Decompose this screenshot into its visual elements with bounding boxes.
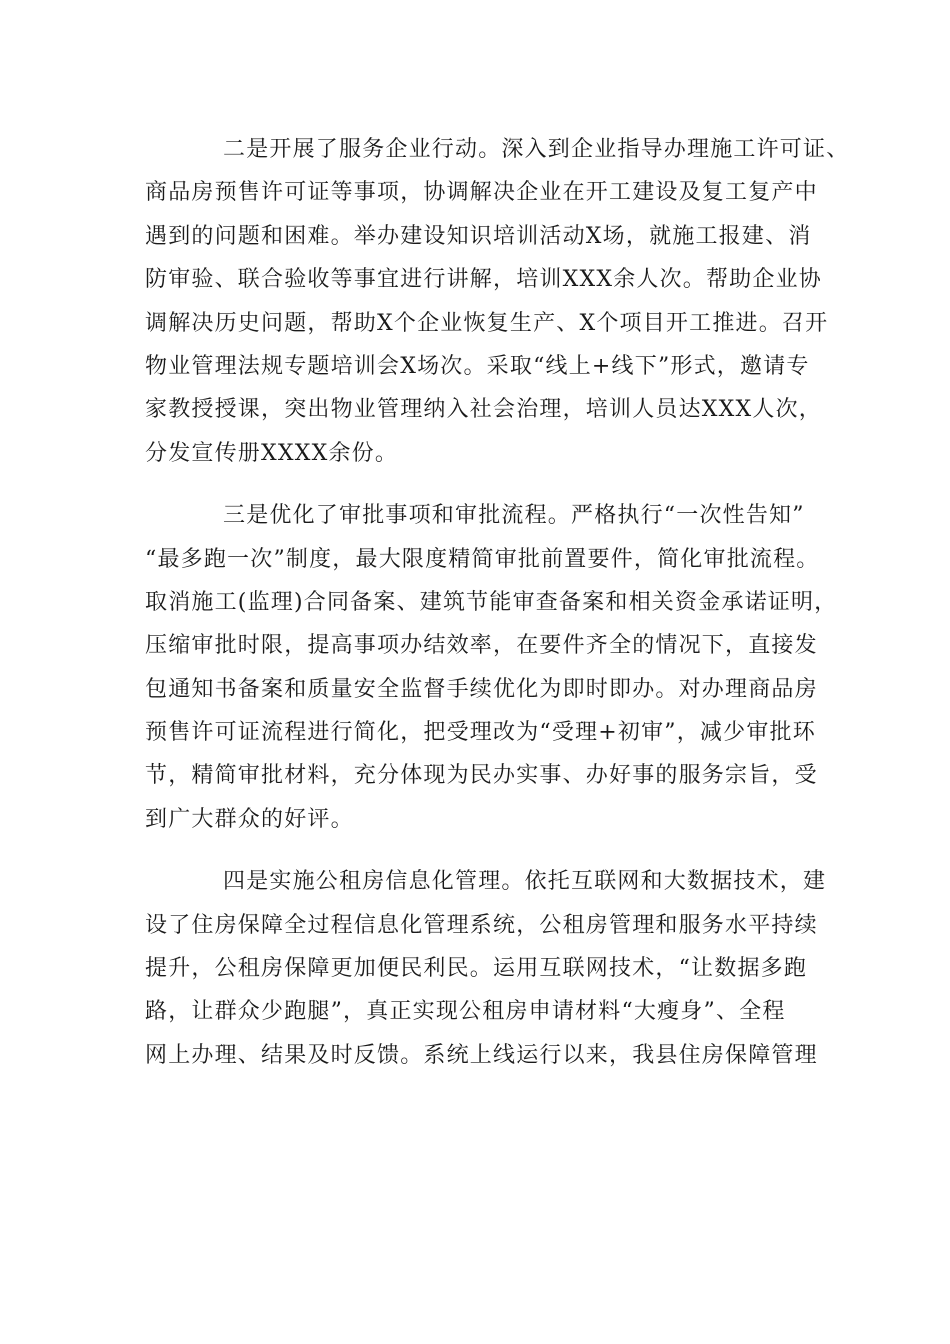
text-line: 取消施工(监理)合同备案、建筑节能审查备案和相关资金承诺证明， <box>145 589 838 615</box>
text-line: 商品房预售许可证等事项，协调解决企业在开工建设及复工复产中 <box>145 180 818 206</box>
paragraph-service-enterprises <box>145 128 850 475</box>
paragraph-public-rental-housing <box>145 860 827 1077</box>
text-line: 遇到的问题和困难。举办建设知识培训活动X场，就施工报建、消 <box>145 223 812 249</box>
text-line: 预售许可证流程进行简化，把受理改为“受理+初审”，减少审批环 <box>145 720 816 746</box>
text-line: 三是优化了审批事项和审批流程。严格执行“一次性告知” <box>223 503 805 529</box>
text-line: 到广大群众的好评。 <box>145 806 354 832</box>
text-line: “最多跑一次”制度，最大限度精简审批前置要件，简化审批流程。 <box>145 546 820 572</box>
text-line: 四是实施公租房信息化管理。依托互联网和大数据技术，建 <box>223 869 827 895</box>
text-line: 提升，公租房保障更加便民利民。运用互联网技术，“让数据多跑 <box>145 956 808 982</box>
text-line: 物业管理法规专题培训会X场次。采取“线上+线下”形式，邀请专 <box>145 353 810 379</box>
text-line: 网上办理、结果及时反馈。系统上线运行以来，我县住房保障管理 <box>145 1042 818 1068</box>
text-line: 节，精简审批材料，充分体现为民办实事、办好事的服务宗旨，受 <box>145 763 818 789</box>
paragraph-approval-process <box>145 494 838 841</box>
text-line: 分发宣传册XXXX余份。 <box>145 440 399 466</box>
text-line: 设了住房保障全过程信息化管理系统，公租房管理和服务水平持续 <box>145 912 818 938</box>
text-line: 家教授授课，突出物业管理纳入社会治理，培训人员达XXX人次， <box>145 397 822 423</box>
text-line: 包通知书备案和质量安全监督手续优化为即时即办。对办理商品房 <box>145 676 818 702</box>
text-line: 调解决历史问题，帮助X个企业恢复生产、X个项目开工推进。召开 <box>145 310 829 336</box>
text-line: 路，让群众少跑腿”，真正实现公租房申请材料“大瘦身”、全程 <box>145 999 786 1025</box>
document-body <box>145 128 850 1096</box>
text-line: 防审验、联合验收等事宜进行讲解，培训XXX余人次。帮助企业协 <box>145 267 822 293</box>
text-line: 压缩审批时限，提高事项办结效率，在要件齐全的情况下，直接发 <box>145 633 818 659</box>
text-line: 二是开展了服务企业行动。深入到企业指导办理施工许可证、 <box>223 137 850 162</box>
